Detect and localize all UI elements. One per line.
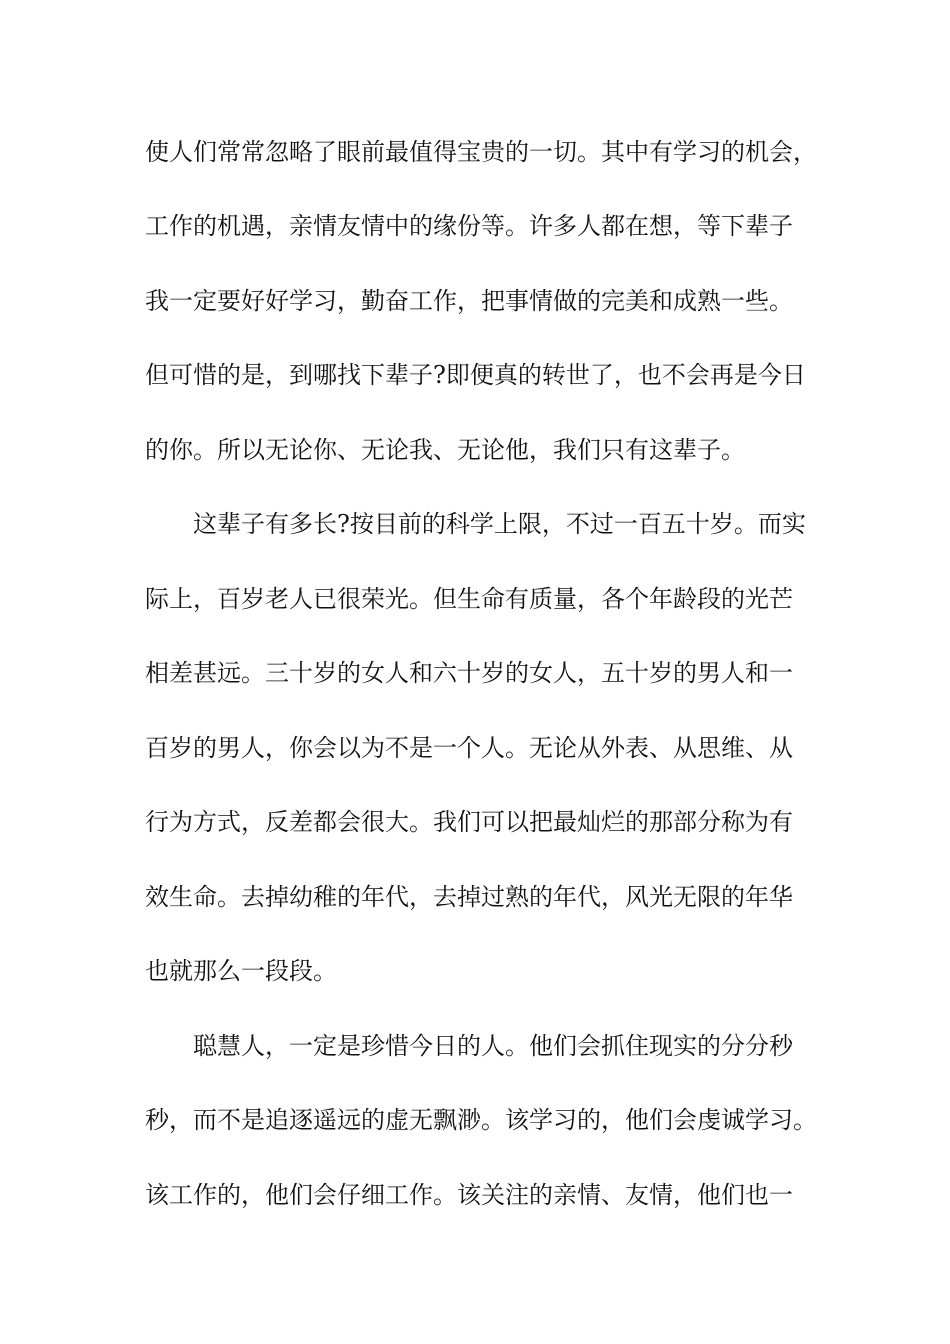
text-line: 但可惜的是，到哪找下辈子?即便真的转世了，也不会再是今日 [145,361,806,389]
text-line: 也就那么一段段。 [145,957,337,985]
text-line: 我一定要好好学习，勤奋工作，把事情做的完美和成熟一些。 [145,287,793,315]
text-line: 工作的机遇，亲情友情中的缘份等。许多人都在想，等下辈子 [145,212,793,240]
text-line: 际上，百岁老人已很荣光。但生命有质量，各个年龄段的光芒 [145,585,793,613]
paragraph-first-line: 聪慧人，一定是珍惜今日的人。他们会抓住现实的分分秒 [193,1032,793,1060]
text-line: 相差甚远。三十岁的女人和六十岁的女人，五十岁的男人和一 [145,659,793,687]
text-line: 行为方式，反差都会很大。我们可以把最灿烂的那部分称为有 [145,808,793,836]
paragraph-first-line: 这辈子有多长?按目前的科学上限，不过一百五十岁。而实 [193,510,806,538]
text-line: 的你。所以无论你、无论我、无论他，我们只有这辈子。 [145,436,745,464]
text-line: 该工作的，他们会仔细工作。该关注的亲情、友情，他们也一 [145,1181,793,1209]
text-line: 秒，而不是追逐遥远的虚无飘渺。该学习的，他们会虔诚学习。 [145,1106,817,1134]
text-line: 效生命。去掉幼稚的年代，去掉过熟的年代，风光无限的年华 [145,883,793,911]
text-line: 使人们常常忽略了眼前最值得宝贵的一切。其中有学习的机会， [145,138,817,166]
text-line: 百岁的男人，你会以为不是一个人。无论从外表、从思维、从 [145,734,793,762]
